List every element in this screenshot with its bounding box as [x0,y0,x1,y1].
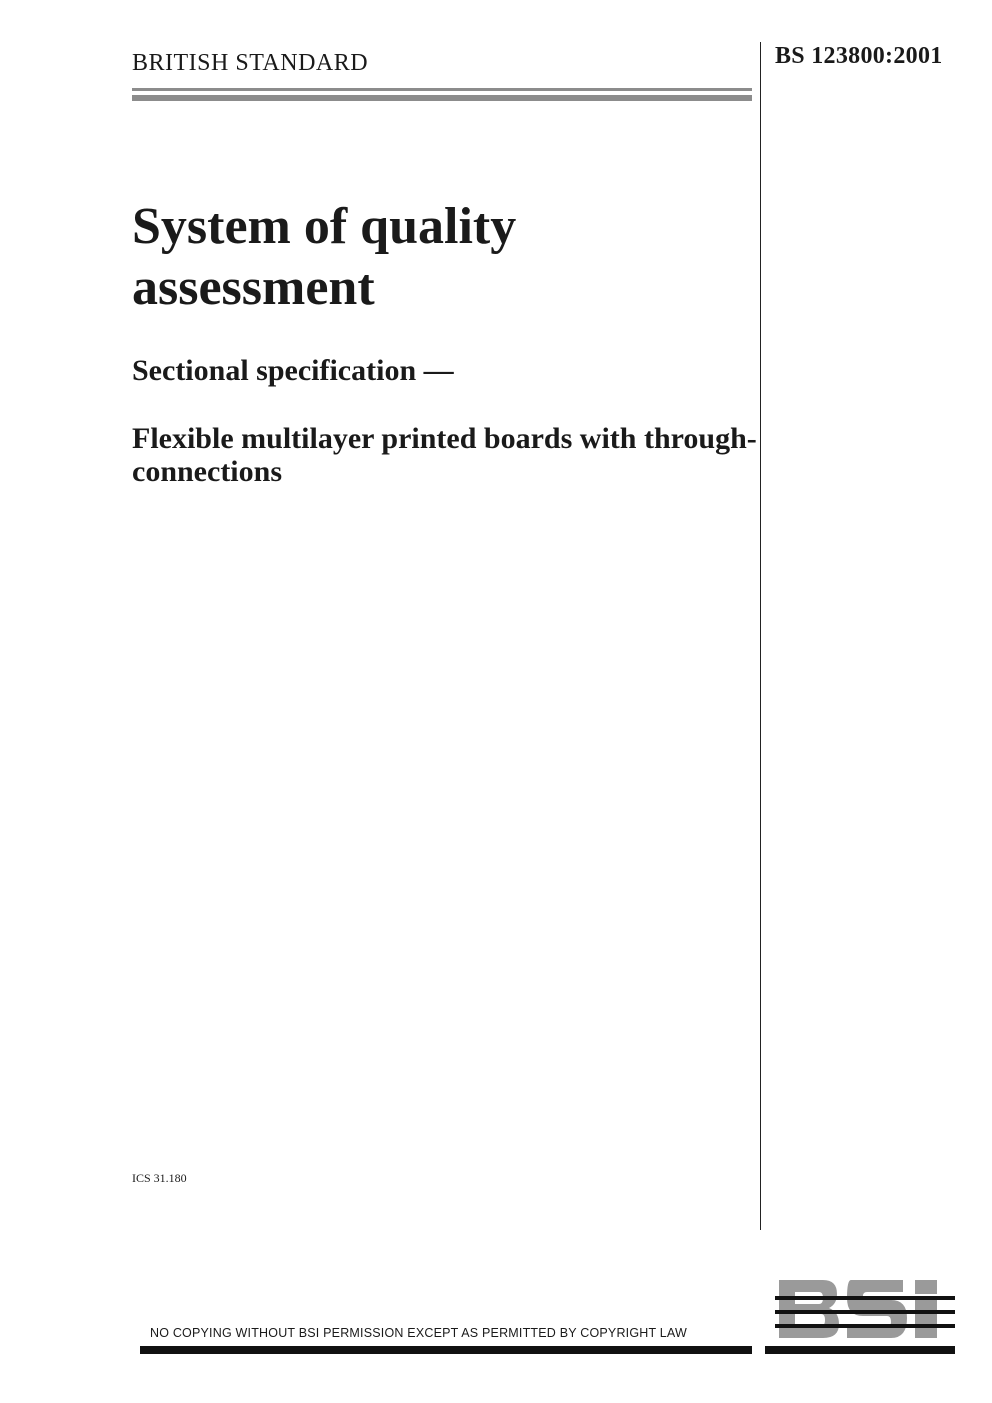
copyright-notice: NO COPYING WITHOUT BSI PERMISSION EXCEPT AS PERMITTED BY COPYRIGHT LAW [150,1326,688,1340]
header-rule-thick [132,95,752,101]
ics-code: ICS 31.180 [132,1171,187,1185]
bsi-logo-letters [779,1280,937,1338]
document-subtitle: Sectional specification — [132,354,454,387]
bsi-logo [775,1276,955,1342]
footer-rule [140,1346,752,1354]
document-number: BS 123800:2001 [775,43,943,69]
series-label: BRITISH STANDARD [132,50,369,76]
footer-rule-logo [765,1346,955,1354]
document-subtitle-topic: Flexible multilayer printed boards with through-connections [132,422,757,488]
vertical-divider [760,42,761,1230]
document-title: System of quality assessment [132,198,517,316]
header-rule-thin [132,88,752,91]
